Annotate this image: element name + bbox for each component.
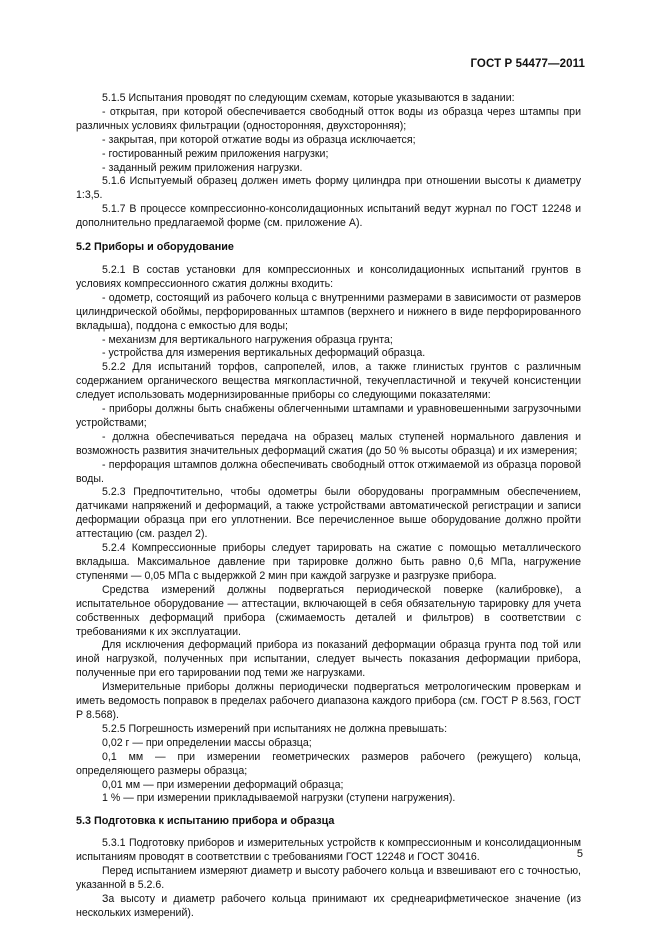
- paragraph: 5.2.4 Компрессионные приборы следует тарировать на сжатие с помощью металлического вкладыша. Максимальное давление при тарировке должно быть равно 0,6 МПа, нагружение ступенями — 0,05 МПа с выдержкой 2 мин при каждой загрузке и разгрузке прибора.: [76, 542, 581, 582]
- paragraph: 0,01 мм — при измерении деформаций образца;: [102, 778, 344, 791]
- paragraphs-5-1: [76, 92, 581, 231]
- paragraph: - устройства для измерения вертикальных деформаций образца.: [102, 347, 426, 360]
- paragraph: - гостированный режим приложения нагрузки;: [102, 147, 329, 160]
- paragraphs-5-3: [76, 837, 581, 920]
- paragraph: - приборы должны быть снабжены облегченными штампами и уравновешенными загрузочными устройствами;: [76, 403, 581, 429]
- paragraph: 0,1 мм — при измерении геометрических размеров рабочего (режущего) кольца, определяющего размеры образца;: [76, 750, 581, 777]
- paragraph: 5.2.1 В состав установки для компрессионных и консолидационных испытаний грунтов в условиях компрессионного сжатия должны входить:: [76, 263, 581, 290]
- paragraph: 5.2.5 Погрешность измерений при испытаниях не должна превышать:: [102, 722, 448, 735]
- document-body: [76, 92, 581, 921]
- paragraph: 5.2.3 Предпочтительно, чтобы одометры были оборудованы программным обеспечением, датчиками напряжений и деформаций, а также устройствами автоматической регистрации и записи деформации образца при его уплотнении. Все перечисленное выше оборудование должно пройти аттестацию (см. раздел 2).: [76, 486, 581, 541]
- paragraph: Средства измерений должны подвергаться периодической поверке (калибровке), а испытательное оборудование — аттестации, включающей в себя обязательную тарировку для учета собственных деформаций прибора (сжимаемость деталей и фильтров) в соответствии с требованиями к их эксплуатации.: [76, 583, 581, 638]
- paragraph: - перфорация штампов должна обеспечивать свободный отток отжимаемой из образца поровой воды.: [76, 458, 581, 485]
- paragraph: 0,02 г — при определении массы образца;: [102, 736, 312, 749]
- paragraph: За высоту и диаметр рабочего кольца принимают их среднеарифметическое значение (из нескольких измерений).: [76, 892, 581, 919]
- page-number: 5: [576, 848, 583, 860]
- document-header: ГОСТ Р 54477—2011: [470, 58, 585, 70]
- paragraph: Для исключения деформаций прибора из показаний деформации образца грунта под той или иной нагрузкой, полученных при испытании, следует вычесть показания деформации прибора, полученные при его тарировании под теми же нагрузками.: [76, 639, 581, 680]
- paragraph: - механизм для вертикального нагружения образца грунта;: [102, 333, 393, 346]
- section-heading-5-2: 5.2 Приборы и оборудование: [76, 241, 234, 254]
- section-heading-5-3: 5.3 Подготовка к испытанию прибора и образца: [76, 815, 335, 828]
- paragraph: 5.2.2 Для испытаний торфов, сапропелей, илов, а также глинистых грунтов с различным содержанием органического вещества мягкопластичной, текучепластичной и текучей консистенции следует использовать модернизированные приборы со следующими показателями:: [76, 361, 581, 402]
- paragraph: 5.1.7 В процессе компрессионно-консолидационных испытаний ведут журнал по ГОСТ 12248 и дополнительно предлагаемой форме (см. приложение А).: [76, 203, 581, 230]
- paragraph: Измерительные приборы должны периодически подвергаться метрологическим проверкам и иметь ведомость поправок в пределах рабочего диапазона каждого прибора (см. ГОСТ Р 8.563, ГОСТ Р 8.568).: [76, 681, 581, 721]
- paragraph: - одометр, состоящий из рабочего кольца с внутренними размерами в зависимости от размеров цилиндрической обоймы, перфорированных штампов (верхнего и нижнего в виде перфорированного вкладыша), поддона с емкостью для воды;: [76, 291, 581, 332]
- paragraph: - должна обеспечиваться передача на образец малых ступеней нормального давления и возможность развития значительных деформаций сжатия (до 50 % высоты образца) и их измерения;: [76, 430, 581, 457]
- paragraph: 1 % — при измерении прикладываемой нагрузки (ступени нагружения).: [102, 792, 456, 805]
- paragraph: 5.1.6 Испытуемый образец должен иметь форму цилиндра при отношении высоты к диаметру 1:3,5.: [76, 175, 581, 202]
- paragraph: Перед испытанием измеряют диаметр и высоту рабочего кольца и взвешивают его с точностью, указанной в 5.2.6.: [76, 865, 581, 891]
- paragraphs-5-2: [76, 264, 581, 806]
- paragraph: 5.1.5 Испытания проводят по следующим схемам, которые указываются в задании:: [102, 92, 515, 104]
- paragraph: 5.3.1 Подготовку приборов и измерительных устройств к компрессионным и консолидационным испытаниям проводят в соответствии с требованиями ГОСТ 12248 и ГОСТ 30416.: [76, 837, 581, 864]
- paragraph: - заданный режим приложения нагрузки.: [102, 161, 303, 174]
- paragraph: - открытая, при которой обеспечивается свободный отток воды из образца через штампы при различных условиях фильтрации (односторонняя, двухсторонняя);: [76, 105, 581, 132]
- paragraph: - закрытая, при которой отжатие воды из образца исключается;: [102, 133, 416, 146]
